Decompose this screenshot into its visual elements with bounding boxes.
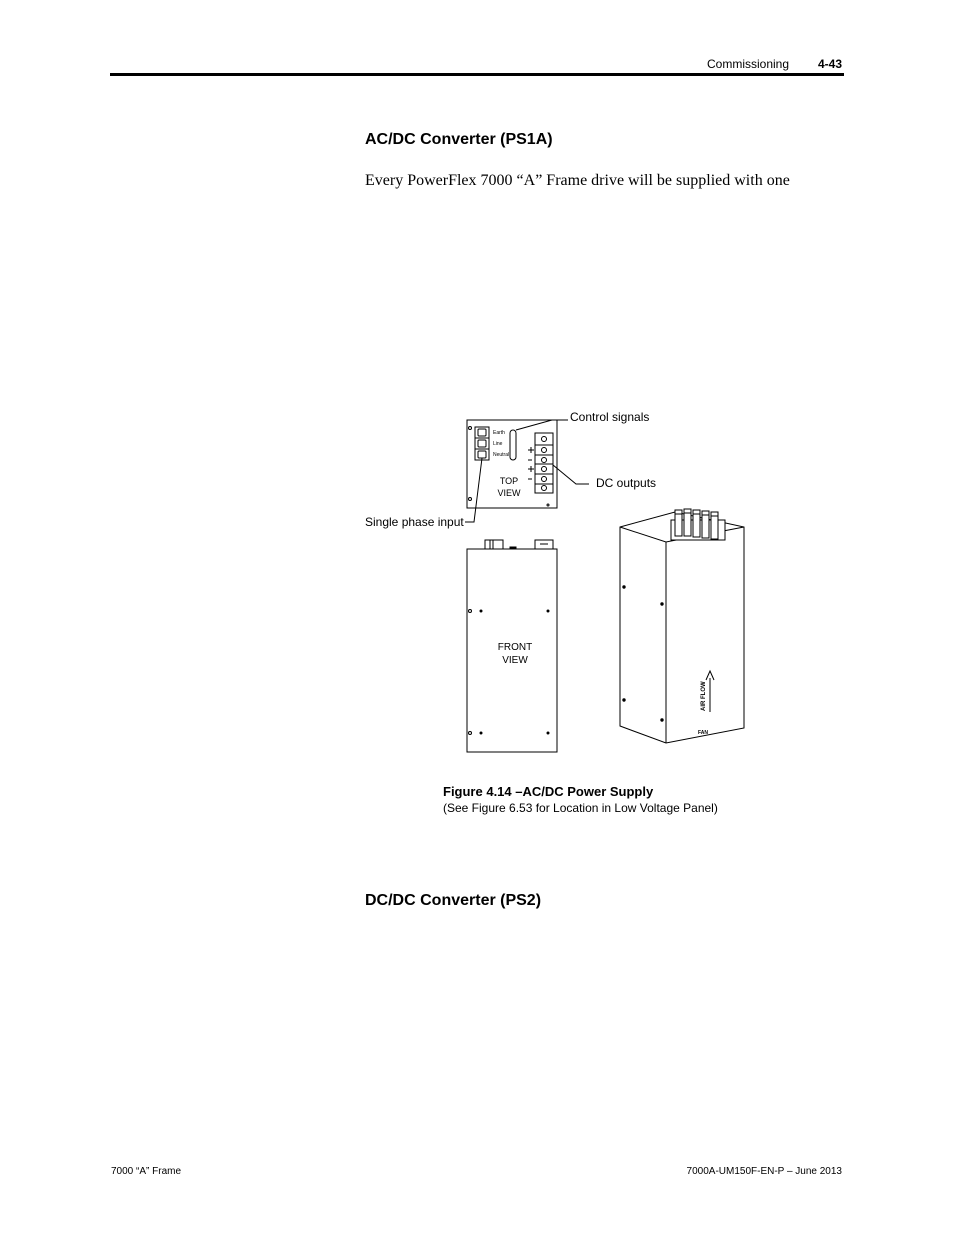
running-header-section: Commissioning (707, 57, 790, 71)
front-view-label-line2: VIEW (502, 655, 528, 666)
figure-caption-subtitle: (See Figure 6.53 for Location in Low Voltage Panel) (443, 801, 718, 815)
top-view-label-line2: VIEW (497, 488, 521, 498)
terminal-label-earth: Earth (493, 430, 505, 436)
callout-single-phase-input: Single phase input (365, 515, 464, 529)
callout-dc-outputs: DC outputs (596, 476, 657, 490)
figure-caption-title: Figure 4.14 –AC/DC Power Supply (443, 784, 654, 799)
fan-label: FAN (698, 730, 708, 736)
air-flow-label: AIR FLOW (701, 681, 707, 711)
front-view-label-line1: FRONT (497, 642, 533, 653)
section-heading-ps2: DC/DC Converter (PS2) (365, 892, 542, 909)
callout-control-signals: Control signals (570, 410, 650, 424)
section-heading-ps1a: AC/DC Converter (PS1A) (365, 131, 553, 148)
terminal-label-neutral: Neutral (493, 452, 510, 458)
footer-right: 7000A-UM150F-EN-P – June 2013 (686, 1166, 842, 1177)
footer-left: 7000 “A” Frame (111, 1166, 182, 1177)
terminal-label-line: Line (493, 441, 503, 447)
page-number: 4-43 (818, 57, 843, 71)
top-view-label-line1: TOP (499, 476, 519, 486)
body-paragraph: Every PowerFlex 7000 “A” Frame drive will be supplied with one (365, 172, 790, 189)
isometric-view-drawing (620, 509, 744, 743)
